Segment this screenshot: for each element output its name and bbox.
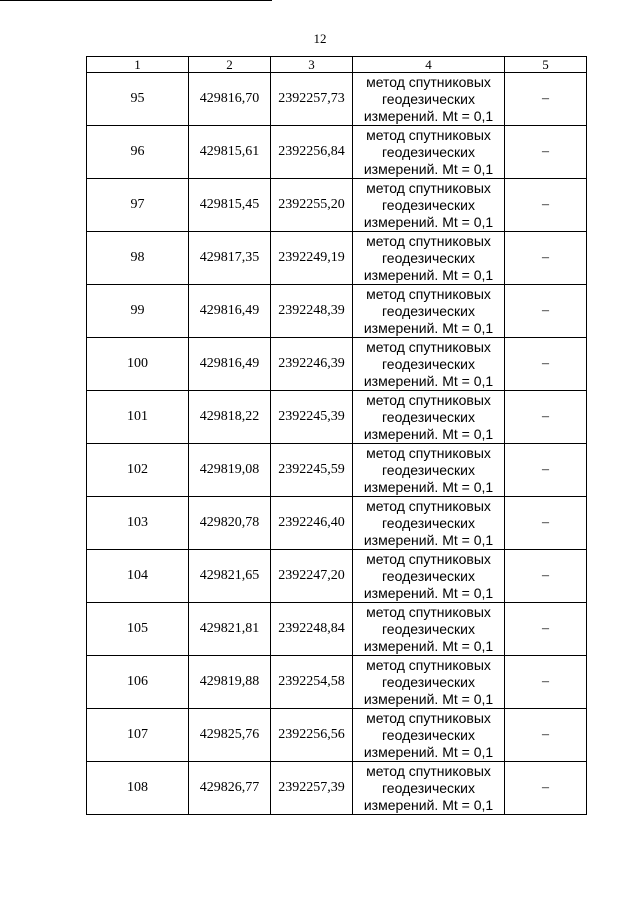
- method-line-1: метод спутниковых: [366, 550, 491, 567]
- method-line-2: геодезических: [382, 461, 475, 478]
- method-line-2: геодезических: [382, 302, 475, 319]
- method-cell: [353, 285, 505, 338]
- method-line-3: измерений. Mt = 0,1: [363, 319, 494, 336]
- header-cell-5: 5: [505, 57, 587, 73]
- point-number-cell: 99: [87, 285, 189, 338]
- x-coordinate-cell: 429817,35: [189, 232, 271, 285]
- y-coordinate-cell: 2392245,59: [271, 444, 353, 497]
- y-coordinate-cell: 2392255,20: [271, 179, 353, 232]
- table-row: [87, 709, 587, 762]
- method-line-3: измерений. Mt = 0,1: [363, 796, 494, 813]
- method-cell: [353, 338, 505, 391]
- header-row: [87, 57, 587, 73]
- note-cell: –: [505, 762, 587, 815]
- table-row: [87, 126, 587, 179]
- y-coordinate-cell: 2392249,19: [271, 232, 353, 285]
- note-cell: –: [505, 550, 587, 603]
- note-cell: –: [505, 179, 587, 232]
- point-number-cell: 103: [87, 497, 189, 550]
- method-cell: [353, 73, 505, 126]
- method-line-3: измерений. Mt = 0,1: [363, 637, 494, 654]
- x-coordinate-cell: 429826,77: [189, 762, 271, 815]
- table-row: [87, 179, 587, 232]
- method-cell: [353, 232, 505, 285]
- point-number-cell: 106: [87, 656, 189, 709]
- note-cell: –: [505, 338, 587, 391]
- method-line-3: измерений. Mt = 0,1: [363, 107, 494, 124]
- point-number-cell: 102: [87, 444, 189, 497]
- y-coordinate-cell: 2392256,56: [271, 709, 353, 762]
- y-coordinate-cell: 2392248,84: [271, 603, 353, 656]
- method-line-3: измерений. Mt = 0,1: [363, 531, 494, 548]
- x-coordinate-cell: 429825,76: [189, 709, 271, 762]
- method-line-3: измерений. Mt = 0,1: [363, 584, 494, 601]
- table-row: [87, 232, 587, 285]
- note-cell: –: [505, 497, 587, 550]
- table-row: [87, 444, 587, 497]
- x-coordinate-cell: 429818,22: [189, 391, 271, 444]
- table-row: [87, 550, 587, 603]
- x-coordinate-cell: 429819,88: [189, 656, 271, 709]
- x-coordinate-cell: 429821,65: [189, 550, 271, 603]
- method-line-3: измерений. Mt = 0,1: [363, 160, 494, 177]
- method-line-2: геодезических: [382, 726, 475, 743]
- point-number-cell: 95: [87, 73, 189, 126]
- method-line-3: измерений. Mt = 0,1: [363, 266, 494, 283]
- header-cell-1: 1: [87, 57, 189, 73]
- y-coordinate-cell: 2392245,39: [271, 391, 353, 444]
- method-line-1: метод спутниковых: [366, 762, 491, 779]
- note-cell: –: [505, 444, 587, 497]
- method-line-3: измерений. Mt = 0,1: [363, 743, 494, 760]
- y-coordinate-cell: 2392257,73: [271, 73, 353, 126]
- method-line-3: измерений. Mt = 0,1: [363, 372, 494, 389]
- note-cell: –: [505, 73, 587, 126]
- method-line-2: геодезических: [382, 673, 475, 690]
- method-line-2: геодезических: [382, 143, 475, 160]
- method-line-2: геодезических: [382, 408, 475, 425]
- method-cell: [353, 603, 505, 656]
- method-line-3: измерений. Mt = 0,1: [363, 425, 494, 442]
- table-row: [87, 656, 587, 709]
- point-number-cell: 97: [87, 179, 189, 232]
- point-number-cell: 96: [87, 126, 189, 179]
- method-line-1: метод спутниковых: [366, 391, 491, 408]
- header-cell-4: 4: [353, 57, 505, 73]
- method-line-1: метод спутниковых: [366, 656, 491, 673]
- method-cell: [353, 656, 505, 709]
- note-cell: –: [505, 656, 587, 709]
- method-line-1: метод спутниковых: [366, 497, 491, 514]
- method-line-2: геодезических: [382, 90, 475, 107]
- method-line-1: метод спутниковых: [366, 603, 491, 620]
- table-row: [87, 497, 587, 550]
- method-line-2: геодезических: [382, 196, 475, 213]
- table-body: [87, 73, 587, 815]
- point-number-cell: 105: [87, 603, 189, 656]
- method-line-3: измерений. Mt = 0,1: [363, 690, 494, 707]
- x-coordinate-cell: 429819,08: [189, 444, 271, 497]
- method-line-1: метод спутниковых: [366, 444, 491, 461]
- note-cell: –: [505, 603, 587, 656]
- header-cell-3: 3: [271, 57, 353, 73]
- y-coordinate-cell: 2392256,84: [271, 126, 353, 179]
- method-line-3: измерений. Mt = 0,1: [363, 213, 494, 230]
- table-row: [87, 762, 587, 815]
- method-line-2: геодезических: [382, 567, 475, 584]
- point-number-cell: 100: [87, 338, 189, 391]
- table-row: [87, 603, 587, 656]
- note-cell: –: [505, 126, 587, 179]
- method-cell: [353, 444, 505, 497]
- table-row: [87, 73, 587, 126]
- note-cell: –: [505, 285, 587, 338]
- method-line-2: геодезических: [382, 620, 475, 637]
- table-row: [87, 391, 587, 444]
- x-coordinate-cell: 429820,78: [189, 497, 271, 550]
- method-line-2: геодезических: [382, 249, 475, 266]
- x-coordinate-cell: 429816,70: [189, 73, 271, 126]
- method-cell: [353, 762, 505, 815]
- point-number-cell: 104: [87, 550, 189, 603]
- y-coordinate-cell: 2392246,39: [271, 338, 353, 391]
- method-line-1: метод спутниковых: [366, 338, 491, 355]
- point-number-cell: 101: [87, 391, 189, 444]
- y-coordinate-cell: 2392246,40: [271, 497, 353, 550]
- note-cell: –: [505, 709, 587, 762]
- x-coordinate-cell: 429816,49: [189, 285, 271, 338]
- page-number: 12: [313, 31, 327, 46]
- x-coordinate-cell: 429815,61: [189, 126, 271, 179]
- method-line-1: метод спутниковых: [366, 709, 491, 726]
- point-number-cell: 108: [87, 762, 189, 815]
- x-coordinate-cell: 429816,49: [189, 338, 271, 391]
- point-number-cell: 98: [87, 232, 189, 285]
- method-line-2: геодезических: [382, 355, 475, 372]
- coordinates-table: [86, 56, 587, 815]
- method-cell: [353, 179, 505, 232]
- method-cell: [353, 550, 505, 603]
- method-cell: [353, 391, 505, 444]
- method-line-1: метод спутниковых: [366, 73, 491, 90]
- method-line-1: метод спутниковых: [366, 126, 491, 143]
- y-coordinate-cell: 2392257,39: [271, 762, 353, 815]
- method-line-1: метод спутниковых: [366, 232, 491, 249]
- y-coordinate-cell: 2392248,39: [271, 285, 353, 338]
- method-cell: [353, 709, 505, 762]
- header-cell-2: 2: [189, 57, 271, 73]
- method-line-2: геодезических: [382, 779, 475, 796]
- method-line-1: метод спутниковых: [366, 179, 491, 196]
- method-line-2: геодезических: [382, 514, 475, 531]
- note-cell: –: [505, 391, 587, 444]
- method-line-3: измерений. Mt = 0,1: [363, 478, 494, 495]
- table-row: [87, 338, 587, 391]
- method-cell: [353, 497, 505, 550]
- note-cell: –: [505, 232, 587, 285]
- y-coordinate-cell: 2392247,20: [271, 550, 353, 603]
- method-cell: [353, 126, 505, 179]
- point-number-cell: 107: [87, 709, 189, 762]
- x-coordinate-cell: 429815,45: [189, 179, 271, 232]
- table-row: [87, 285, 587, 338]
- y-coordinate-cell: 2392254,58: [271, 656, 353, 709]
- table-header: [87, 57, 587, 73]
- method-line-1: метод спутниковых: [366, 285, 491, 302]
- top-rule: [0, 0, 272, 1]
- x-coordinate-cell: 429821,81: [189, 603, 271, 656]
